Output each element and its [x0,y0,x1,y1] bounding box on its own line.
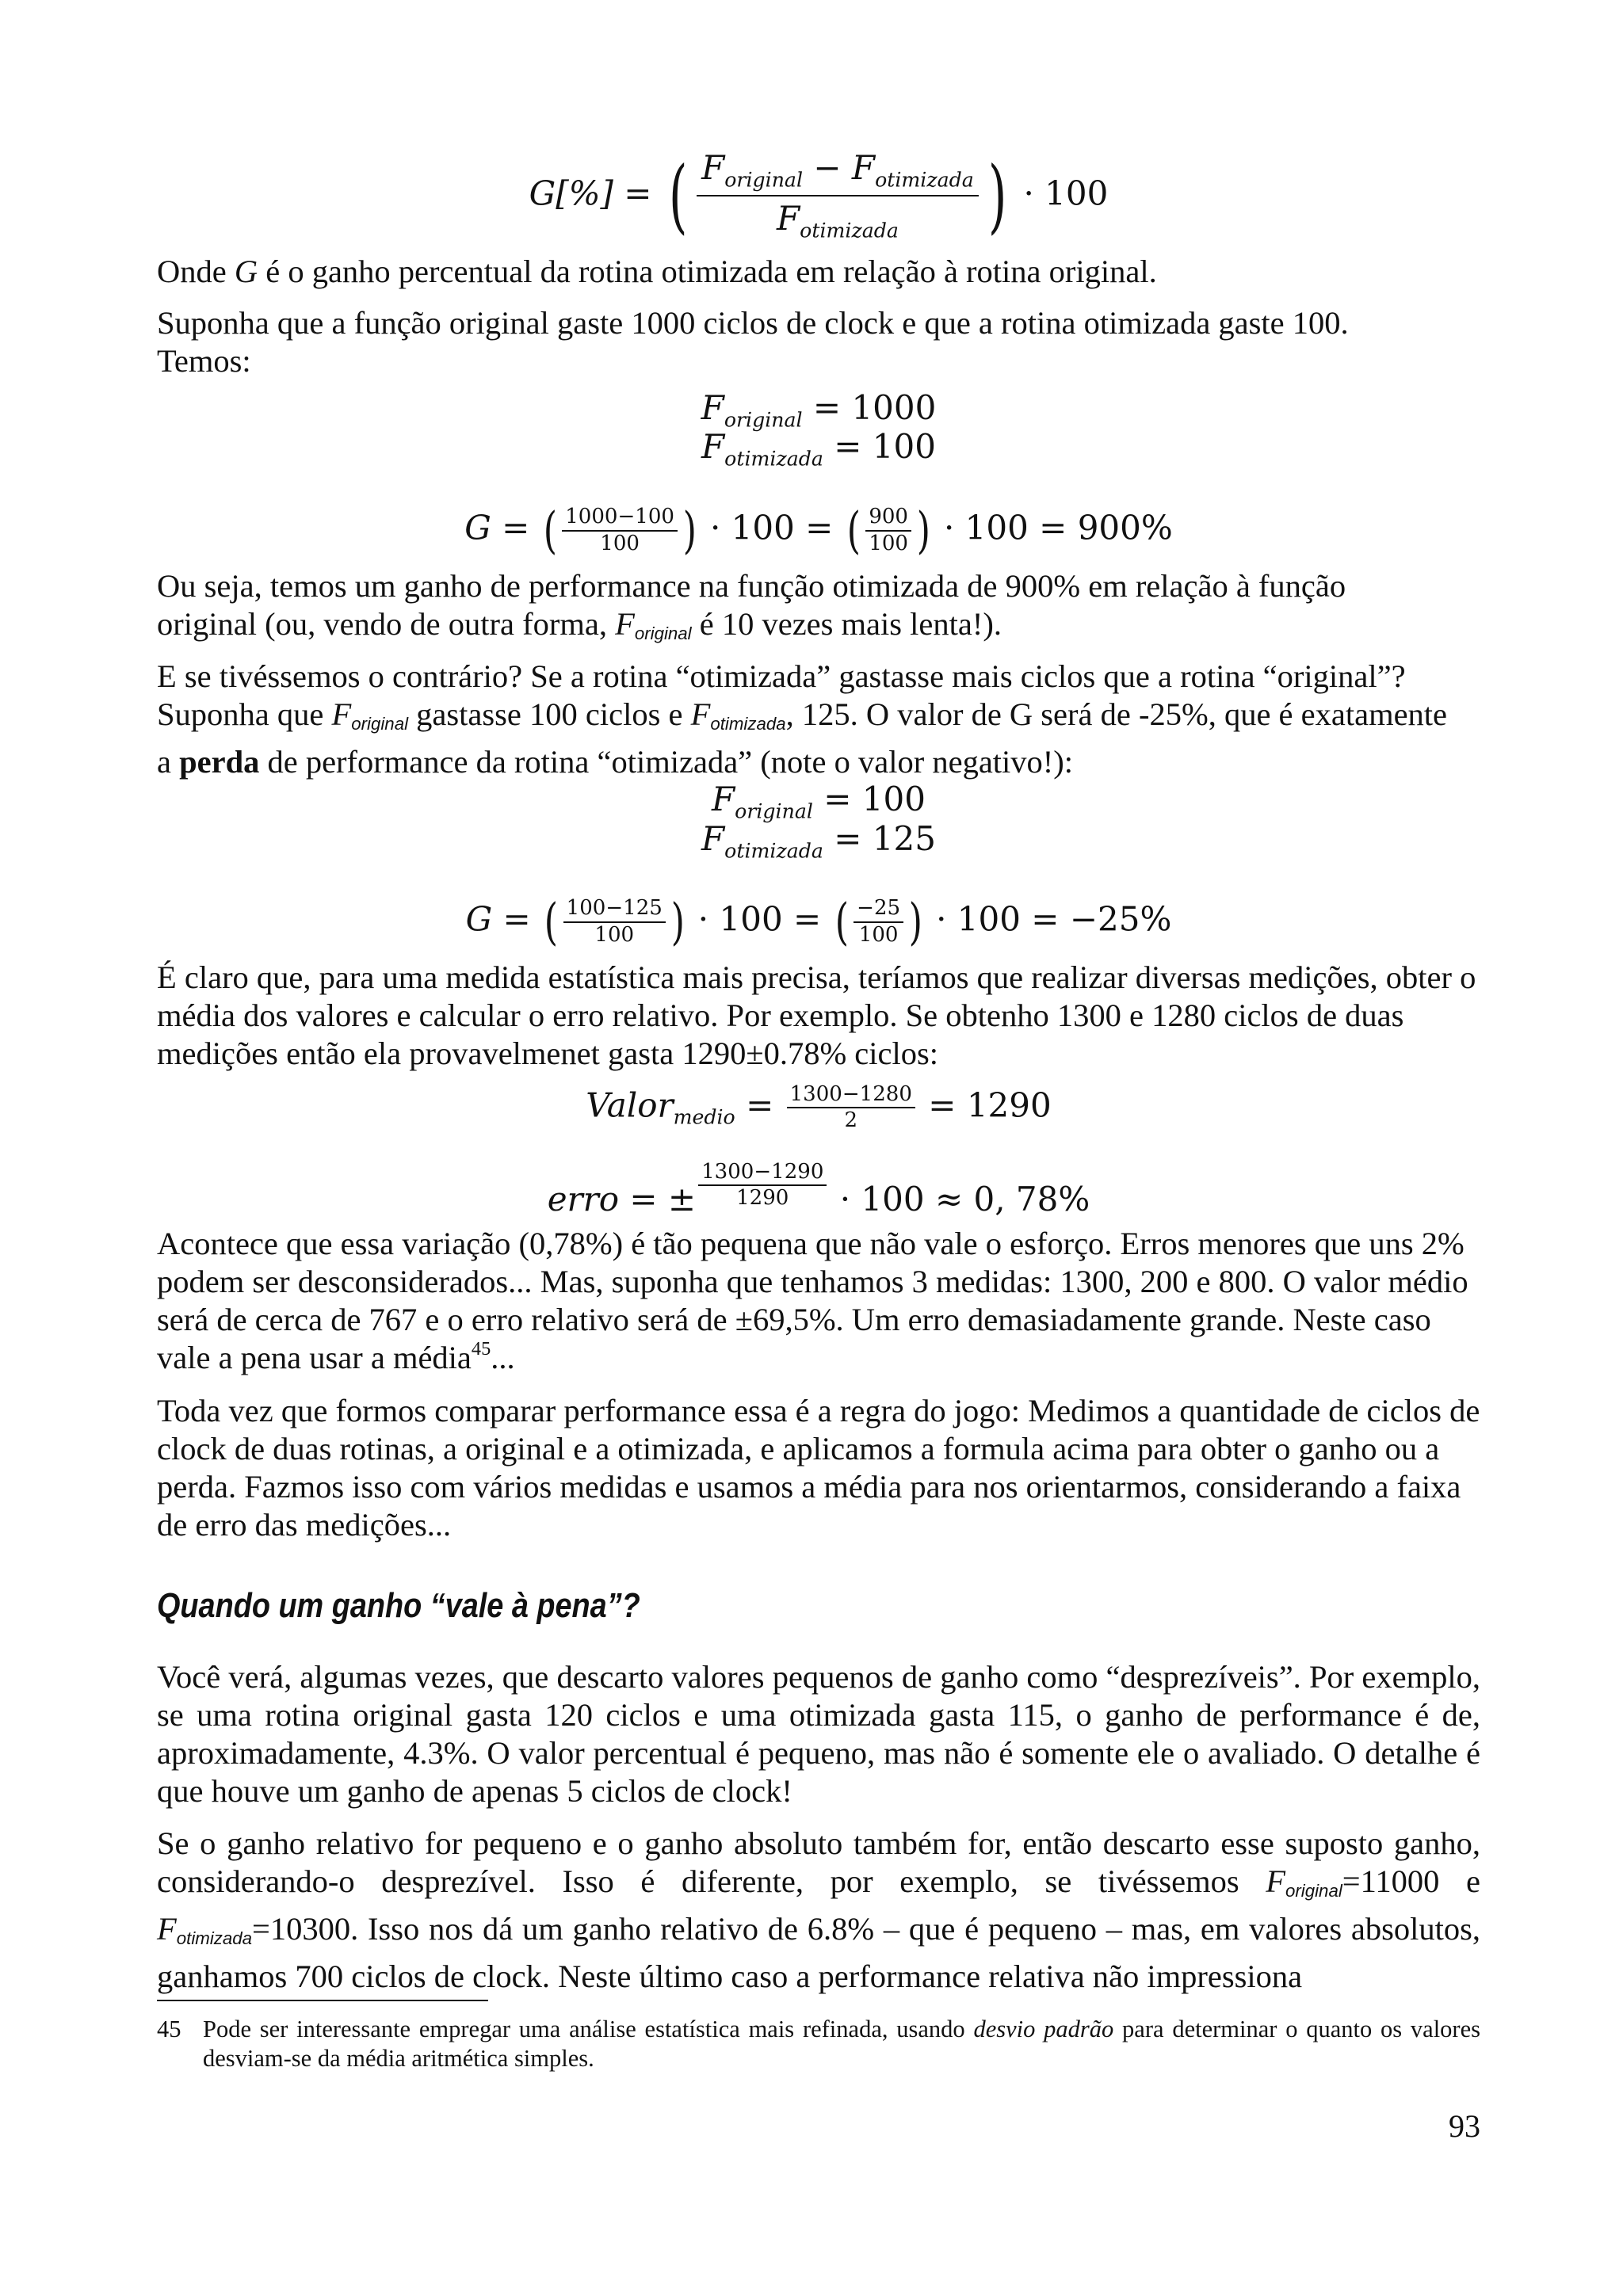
eq-rhs: · 100 ≈ 0, 78% [839,1180,1090,1219]
paragraph-8: Você verá, algumas vezes, que descarto valores pequenos de ganho como “desprezíveis”. Por exemplo, se uma rotina original gasta 120 ciclos e uma otimizada gasta 115, o ganho de performance é de, aproximadamente, 4.3%. O valor percentual é pequeno, mas não é somente ele o avaliado. O detalhe é que houve um ganho de apenas 5 ciclos de clock! [157,1659,1480,1809]
footnote-number: 45 [157,2016,181,2042]
formula-rhs: · 100 [1023,174,1109,213]
eq-rhs: · 100 = −25% [936,899,1172,939]
sub-otimizada: otimizada [176,1928,253,1949]
fraction-numerator: 1300−1290 [698,1161,827,1186]
f-symbol: F [701,148,725,187]
eq-lhs: Valor [586,1085,674,1125]
left-paren: ( [544,893,558,951]
fraction-denominator: 2 [844,1108,858,1133]
f-symbol: F [701,388,724,427]
text-run: para determinar o quanto os valores desviam-se da média aritmética simples. [203,2016,1480,2072]
eq-rhs: = 1290 [928,1085,1052,1125]
text-run: Acontece que essa variação (0,78%) é tão pequena que não vale o esforço. Erros menores que uns 2% podem ser desconsiderados... Mas, suponha que tenhamos 3 medidas: 1300, 200 e 800. O valor médio será de cerca de 767 e o erro relativo será de ±69,5%. Um erro demasiadamente grande. Neste caso vale a pena usar a média [157,1226,1468,1375]
text-run: Onde [157,254,235,289]
eq-lhs: G = [464,508,530,547]
fraction-numerator [697,149,979,196]
fraction-denominator: 100 [858,922,899,947]
text-italic-g: G [234,254,258,289]
fraction-denominator: 100 [869,531,908,555]
sub-otimizada: otimizada [710,714,786,734]
sub-original: original [1285,1881,1342,1901]
sub-original: original [724,168,803,192]
sub-original: original [735,799,813,823]
ex1-line-2 [157,427,1480,479]
text-run: =11000 e [1342,1863,1480,1899]
paragraph-3 [157,567,1393,653]
text-run: =10300. Isso nos dá um ganho relativo de 6.8% – que é pequeno – mas, em valores absolutos, ganhamos 700 ciclos de clock. Neste último caso a performance relativa não impressiona [157,1911,1480,1995]
paragraph-2: Suponha que a função original gaste 1000 ciclos de clock e que a rotina otimizada gaste 100. Temos: [157,305,1349,379]
sub-otimizada: otimizada [724,447,823,471]
text-run: é 10 vezes mais lenta!). [691,606,1002,642]
fraction-denominator: 100 [600,531,640,555]
text-run: E se tivéssemos o contrário? Se a rotina “otimizada” gastasse mais ciclos que a rotina “original”? Suponha que [157,658,1406,732]
text-italic-f: F [615,606,635,642]
sub-medio: medio [673,1105,735,1129]
fraction-numerator: 900 [865,506,911,531]
fraction-numerator: 1000−100 [562,506,678,531]
sub-otimizada: otimizada [724,839,823,863]
sub-original: original [634,624,692,644]
gain-fraction [697,149,979,243]
formula-lhs: G[%] = [529,174,652,213]
ex2-line-2 [157,819,1480,871]
sub-otimizada: otimizada [800,219,899,242]
erro-equation [157,1161,1480,1219]
fraction [563,898,666,946]
footnote-reference: 45 [471,1338,491,1360]
left-paren: ( [543,502,557,559]
fraction-denominator [697,196,979,242]
eq-mid: · 100 = [697,899,822,939]
fraction [787,1084,915,1132]
right-paren: ) [916,502,930,559]
paragraph-5: É claro que, para uma medida estatística mais precisa, teríamos que realizar diversas medições, obter o média dos valores e calcular o erro relativo. Por exemplo. Se obtenho 1300 e 1280 ciclos de duas medições então ela provavelmenet gasta 1290±0.78% ciclos: [157,959,1476,1071]
sub-original: original [724,408,803,432]
section-heading: Quando um ganho “vale à pena”? [157,1586,640,1625]
footnote-text [203,2015,1480,2073]
text-run: ... [491,1340,515,1375]
left-paren: ( [668,148,688,242]
fraction-numerator: 1300−1280 [787,1084,915,1108]
f-symbol: F [701,819,725,858]
right-paren: ) [682,502,697,559]
eq-rhs: = 125 [834,819,936,858]
f-symbol: F [851,148,876,187]
text-run: Ou seja, temos um ganho de performance na função otimizada de 900% em relação à função original (ou, vendo de outra forma, [157,568,1346,642]
sub-otimizada: otimizada [875,168,974,192]
right-paren: ) [908,893,923,951]
text-run: Pode ser interessante empregar uma análise estatística mais refinada, usando [203,2016,974,2042]
fraction [865,506,911,555]
sub-original: original [351,714,409,734]
ex1-calc [157,502,1480,559]
paragraph-6 [157,1225,1472,1377]
text-run: Se o ganho relativo for pequeno e o ganho absoluto também for, então descarto esse suposto ganho, considerando-o desprezível. Isso é diferente, por exemplo, se tivéssemos [157,1825,1480,1899]
text-run: gastasse 100 ciclos e [408,696,691,732]
right-paren: ) [670,893,685,951]
minus-sign: − [813,148,842,187]
paragraph-7: Toda vez que formos comparar performance essa é a regra do jogo: Medimos a quantidade de ciclos de clock de duas rotinas, a original e a otimizada, e aplicamos a formula acima para obter o ganho ou a perda. Fazmos isso com vários medidas e usamos a média para nos orientarmos, considerando a faixa de erro das medições... [157,1393,1480,1543]
eq-mid: · 100 = [709,508,834,547]
fraction-denominator: 100 [594,922,635,947]
f-symbol: F [777,199,800,238]
page-number: 93 [1449,2108,1480,2144]
f-symbol: F [712,780,735,818]
paragraph-4 [157,658,1457,781]
fraction-numerator: −25 [854,898,903,922]
valor-medio-equation [157,1084,1480,1138]
footnote-separator [157,2000,488,2001]
paragraph-9 [157,1825,1480,1996]
text-bold: perda [179,744,260,780]
ex2-calc [157,893,1480,951]
text-run: de performance da rotina “otimizada” (note o valor negativo!): [259,744,1074,780]
gain-formula [157,149,1480,243]
left-paren: ( [834,893,849,951]
text-italic: desvio padrão [973,2016,1114,2042]
text-italic-f: F [1266,1863,1285,1899]
text-run: , 125. O valor de G será de -25%, que é exatamente a [157,696,1448,780]
fraction [698,1161,827,1210]
eq-rhs: = 1000 [812,388,937,427]
footnote [157,2015,1480,2073]
text-italic-f: F [690,696,711,732]
eq-rhs: = 100 [834,427,936,466]
equals-sign: = [746,1085,774,1125]
fraction [562,506,678,555]
text-italic-f: F [331,696,352,732]
f-symbol: F [701,427,725,466]
eq-lhs: erro = ± [547,1180,697,1219]
paragraph-1 [157,253,1480,291]
fraction [854,898,903,946]
fraction-numerator: 100−125 [563,898,666,922]
eq-rhs: = 100 [823,780,926,818]
text-run: é o ganho percentual da rotina otimizada em relação à rotina original. [258,254,1157,289]
eq-lhs: G = [465,899,531,939]
left-paren: ( [846,502,861,559]
right-paren: ) [987,148,1007,242]
eq-rhs: · 100 = 900% [943,508,1173,547]
fraction-denominator: 1290 [736,1186,789,1211]
text-italic-f: F [157,1911,177,1947]
